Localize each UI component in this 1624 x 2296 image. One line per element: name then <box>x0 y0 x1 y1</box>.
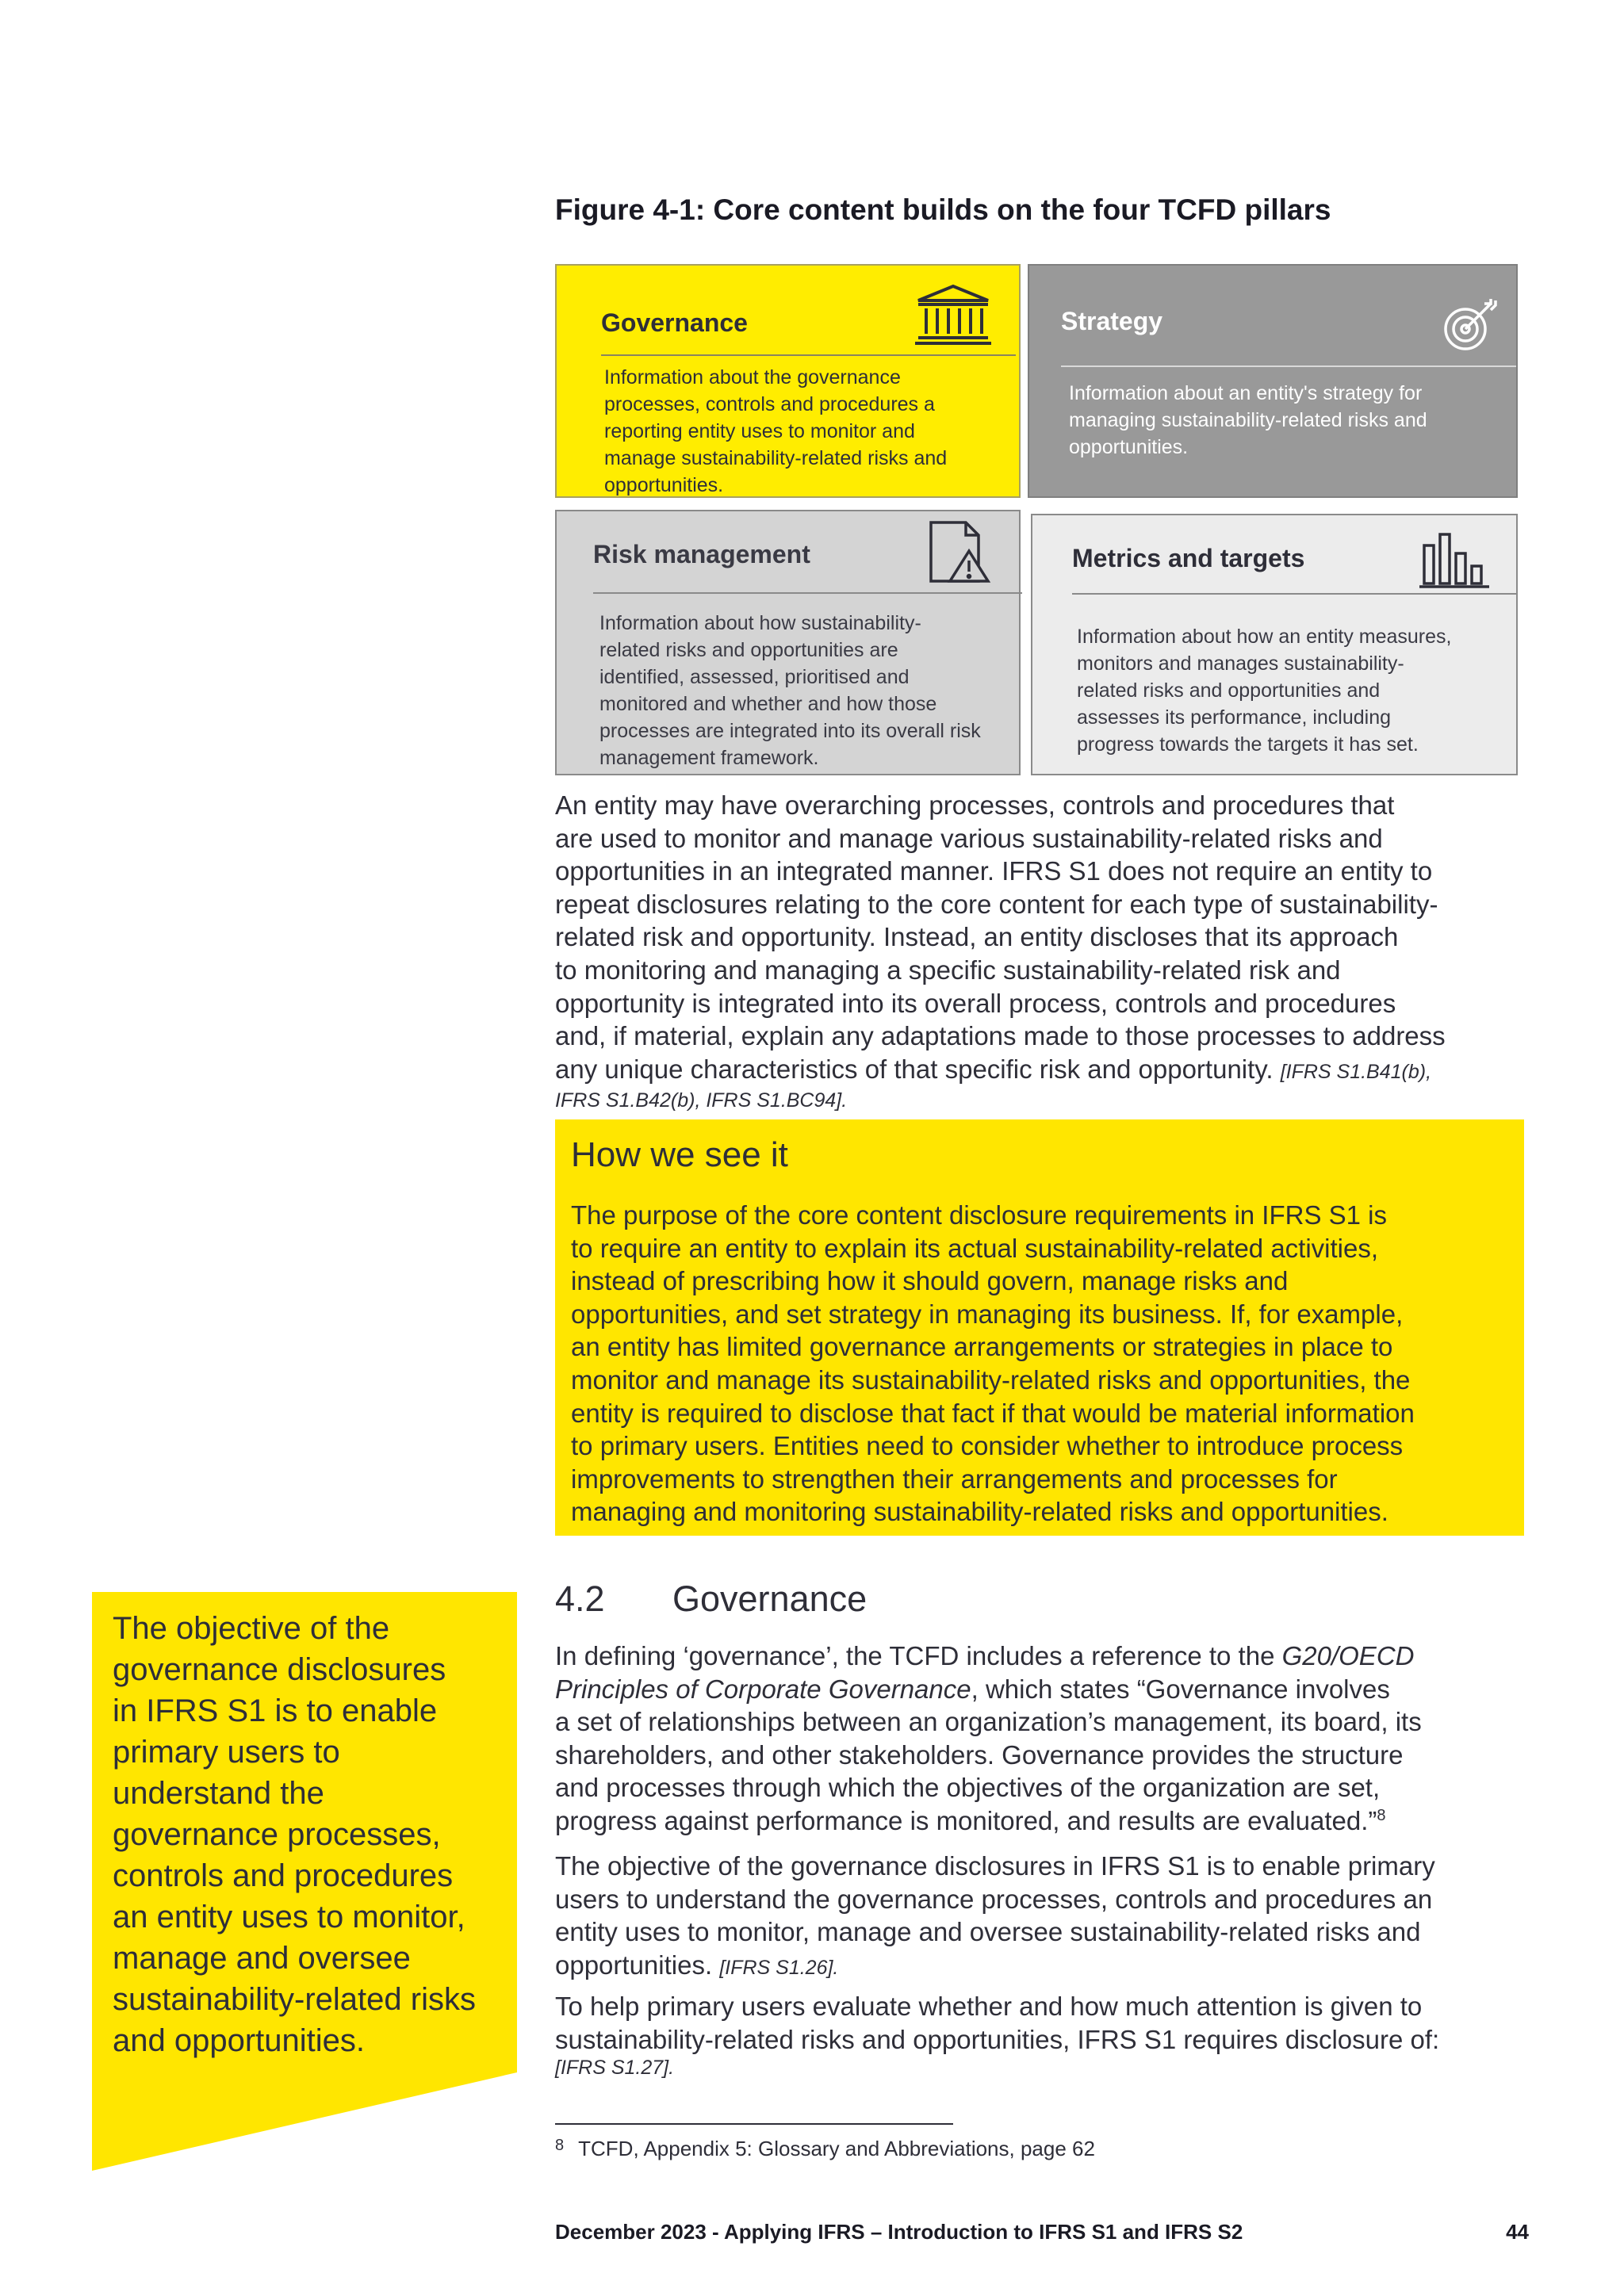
reference: [IFRS S1.B41(b), <box>1280 1060 1432 1083</box>
footnote-text: TCFD, Appendix 5: Glossary and Abbreviations, page 62 <box>578 2137 1095 2160</box>
pillar-description: Information about how sustainability- related risks and opportunities are identified, assessed, prioritised and monitored and whether and how those processes are integrated into its overall risk management framework. <box>599 612 981 769</box>
box-title: How we see it <box>571 1135 788 1174</box>
governance-pillar <box>555 264 1021 498</box>
target-icon <box>1438 297 1502 357</box>
reference: [IFRS S1.26]. <box>719 1956 839 1979</box>
metrics-targets-pillar <box>1031 514 1518 775</box>
section-heading <box>555 1578 867 1620</box>
pillar-description: Information about the governance processes, controls and procedures a reporting entity uses to monitor and manage sustainability-related risks and opportunities. <box>604 366 948 496</box>
box-text: The purpose of the core content disclosure requirements in IFRS S1 is to require an entity to explain its actual sustainability-related activities, instead of prescribing how it should govern, manage risks and opportunities, and set strategy in managing its business. If, for example, an entity has limited governance arrangements or strategies in place to monitor and manage its sustainability-related risks and opportunities, the entity is required to disclose that fact if that would be material information to primary users. Entities need to consider whether to introduce process improvements to strengthen their arrangements and processes for managing and monitoring sustainability-related risks and opportunities. <box>571 1200 1415 1527</box>
pillar-divider <box>1061 365 1516 367</box>
footnote-marker: 8 <box>1377 1806 1386 1824</box>
callout-text: The objective of the governance disclosures in IFRS S1 is to enable primary users to understand the governance processes, controls and procedures an entity uses to monitor, manage and oversee sustainability-related risks and opportunities. <box>113 1611 476 2058</box>
section-title: Governance <box>672 1578 868 1619</box>
document-warning-icon <box>926 519 993 590</box>
pillar-description: Information about how an entity measures, monitors and manages sustainability- related risks and opportunities and assesses its performance, including progress towards the targets it has set. <box>1077 626 1452 756</box>
bar-chart-icon <box>1418 530 1491 594</box>
footnote <box>555 2137 1095 2161</box>
body-paragraph: An entity may have overarching processes, controls and procedures that are used to monitor and manage various sustainability-related risks and opportunities in an integrated manner. IFRS S1 does not require an entity to repeat disclosures relating to the core content for each type of sustainability- related risk and opportunity. Instead, an entity discloses that its approach to monitoring and managing a specific sustainability-related risk and opportunity is integrated into its overall process, controls and procedures and, if material, explain any adaptations made to those processes to address any unique characteristics of that specific risk and opportunity. [IFRS S1.B41(b), IFRS S1.B42(b), IFRS S1.BC94]. <box>555 789 1526 1112</box>
section-number: 4.2 <box>555 1578 605 1619</box>
pillar-title: Strategy <box>1061 307 1163 335</box>
how-we-see-it-box <box>555 1119 1524 1536</box>
risk-management-pillar <box>555 510 1021 775</box>
figure-title: Figure 4-1: Core content builds on the four TCFD pillars <box>555 193 1331 226</box>
page-footer: December 2023 - Applying IFRS – Introduction to IFRS S1 and IFRS S2 <box>555 2220 1243 2244</box>
footnote-number: 8 <box>555 2137 565 2154</box>
pillar-title: Risk management <box>593 540 810 568</box>
footnote-divider <box>555 2123 953 2125</box>
body-paragraph: In defining ‘governance’, the TCFD includes a reference to the G20/OECD Principles of Corporate Governance, which states “Governance involves a set of relationships between an organization’s management, its board, its shareholders, and other stakeholders. Governance provides the structure and processes through which the objectives of the organization are set, progress against performance is monitored, and results are evaluated.”$^8$ <box>555 1641 1422 1835</box>
reference: IFRS S1.B42(b), IFRS S1.BC94]. <box>555 1089 848 1112</box>
reference: [IFRS S1.27]. <box>555 2057 675 2080</box>
sidebar-callout <box>92 1592 517 2171</box>
building-columns-icon <box>914 283 993 350</box>
strategy-pillar <box>1028 264 1518 498</box>
body-paragraph: The objective of the governance disclosures in IFRS S1 is to enable primary users to understand the governance processes, controls and procedures an entity uses to monitor, manage and oversee sustainability-related risks and opportunities. [IFRS S1.26]. <box>555 1851 1435 1980</box>
pillar-divider <box>601 354 1016 356</box>
pillar-title: Governance <box>601 308 748 337</box>
page-number: 44 <box>1506 2220 1529 2244</box>
pillar-title: Metrics and targets <box>1072 544 1305 572</box>
pillar-divider <box>593 592 1022 594</box>
body-paragraph: To help primary users evaluate whether and how much attention is given to sustainability-related risks and opportunities, IFRS S1 requires disclosure of: [IFRS S1.27]. <box>555 1990 1526 2080</box>
pillar-description: Information about an entity's strategy for managing sustainability-related risks and opportunities. <box>1069 382 1427 458</box>
